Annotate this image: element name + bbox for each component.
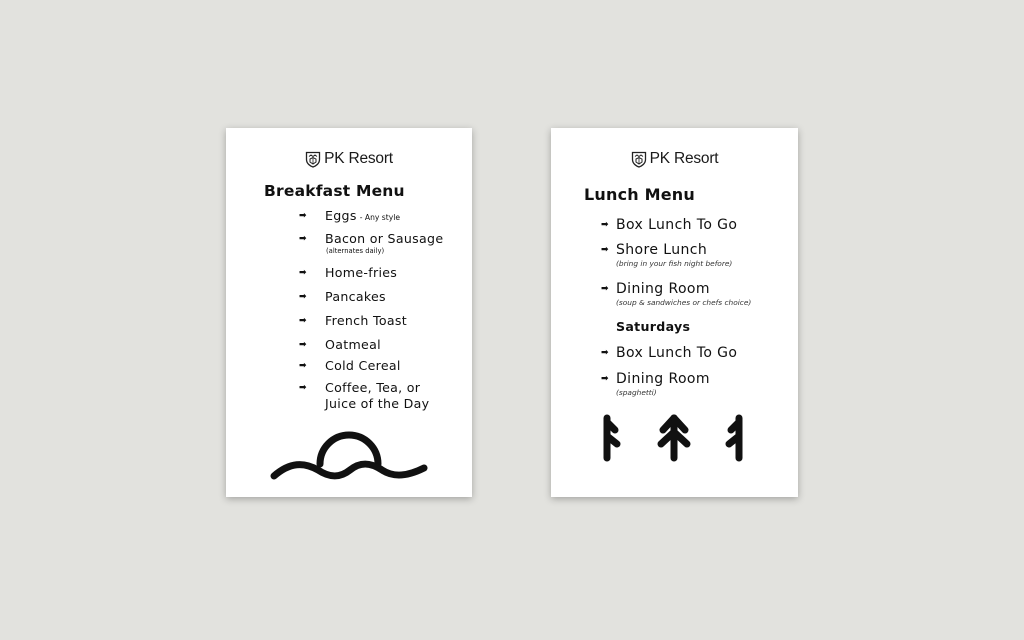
item-note: (bring in your fish night before) xyxy=(616,259,733,268)
arrow-bullet-icon: ➡ xyxy=(299,292,307,302)
shield-crest-icon xyxy=(631,151,647,168)
item-label: Shore Lunch xyxy=(616,242,708,258)
item-note: - Any style xyxy=(359,213,400,222)
arrow-bullet-icon: ➡ xyxy=(299,268,307,278)
item-label: Cold Cereal xyxy=(325,358,401,373)
shield-crest-icon xyxy=(305,151,321,168)
item-label: Box Lunch To Go xyxy=(616,345,738,361)
arrow-bullet-icon: ➡ xyxy=(299,316,307,326)
breakfast-menu-title: Breakfast Menu xyxy=(264,182,405,200)
arrow-bullet-icon: ➡ xyxy=(299,340,307,350)
brand-name: PK Resort xyxy=(649,150,719,167)
item-label: Dining Room xyxy=(616,281,710,297)
brand-header xyxy=(226,150,472,168)
item-label-line2: Juice of the Day xyxy=(325,396,430,411)
lunch-menu-card xyxy=(551,128,798,497)
arrow-bullet-icon: ➡ xyxy=(601,348,609,358)
item-label: Home-fries xyxy=(325,265,398,280)
item-label: Dining Room xyxy=(616,371,710,387)
sunrise-over-waves-icon xyxy=(270,428,430,484)
saturdays-heading: Saturdays xyxy=(616,319,691,334)
brand-name: PK Resort xyxy=(324,150,393,167)
arrow-bullet-icon: ➡ xyxy=(601,245,609,255)
item-note: (spaghetti) xyxy=(616,388,657,397)
item-label: Pancakes xyxy=(325,289,386,304)
item-label: Eggs xyxy=(325,208,357,223)
arrow-bullet-icon: ➡ xyxy=(299,361,307,371)
arrow-bullet-icon: ➡ xyxy=(601,284,609,294)
item-note: (alternates daily) xyxy=(326,247,385,255)
brand-header xyxy=(551,150,798,168)
item-label: Oatmeal xyxy=(325,337,381,352)
item-label: Box Lunch To Go xyxy=(616,217,738,233)
arrow-bullet-icon: ➡ xyxy=(299,383,307,393)
item-label: French Toast xyxy=(325,313,407,328)
lunch-menu-title: Lunch Menu xyxy=(584,185,695,204)
arrow-bullet-icon: ➡ xyxy=(299,211,307,221)
pine-trees-icon xyxy=(599,412,749,464)
item-note: (soup & sandwiches or chefs choice) xyxy=(616,298,752,307)
arrow-bullet-icon: ➡ xyxy=(601,374,609,384)
breakfast-menu-card xyxy=(226,128,472,497)
arrow-bullet-icon: ➡ xyxy=(601,220,609,230)
item-label: Coffee, Tea, or xyxy=(325,380,421,395)
arrow-bullet-icon: ➡ xyxy=(299,234,307,244)
item-label: Bacon or Sausage xyxy=(325,231,444,246)
